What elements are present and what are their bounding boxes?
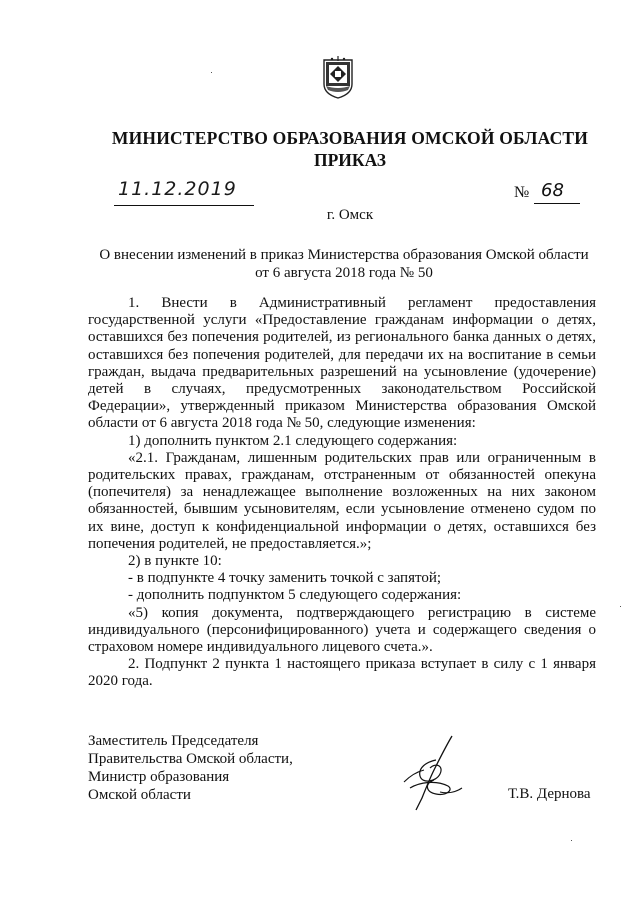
paragraph-8: 2. Подпункт 2 пункта 1 настоящего приказа вступает в силу с 1 января 2020 года. — [88, 656, 596, 690]
paragraph-6: - дополнить подпунктом 5 следующего содержания: — [128, 587, 462, 604]
paragraph-1: 1. Внести в Административный регламент предоставления государственной услуги «Предоставление гражданам информации о детях, оставшихся без попечения родителей, из регионального банка данных о детях, оставшихся без попечения родителей, для передачи их на воспитание в семьи граждан, выдача предварительных разрешений на усыновление (удочерение) детей в случаях, предусмотренных законодательством Российской Федерации», утвержденный приказом Министерства образования Омской области от 6 августа 2018 года № 50, следующие изменения: — [88, 295, 596, 432]
handwritten-number: 68 — [541, 180, 564, 201]
order-heading — [72, 246, 616, 282]
document-type-title: ПРИКАЗ — [313, 150, 387, 170]
order-body — [88, 295, 596, 691]
paragraph-2: 1) дополнить пунктом 2.1 следующего содержания: — [128, 432, 458, 449]
paragraph-3: «2.1. Гражданам, лишенным родительских прав или ограниченным в родительских правах, гражданам, отстраненным от обязанностей опекуна (попечителя) за ненадлежащее выполнение возложенных на них законом обязанностей, бывшим усыновителям, если усыновление отменено судом по их вине, доступ к конфиденциальной информации о детях, оставшихся без попечения родителей, не предоставляется.»; — [88, 449, 596, 552]
number-sign: № — [514, 184, 530, 201]
coat-of-arms-emblem-icon — [322, 56, 354, 100]
paragraph-7: «5) копия документа, подтверждающего регистрацию в системе индивидуального (персонифицированного) учета и содержащего сведения о страховом номере индивидуального лицевого счета.». — [88, 604, 596, 656]
scan-speck — [571, 840, 572, 841]
city-label: г. Омск — [326, 207, 374, 223]
handwritten-date: 11.12.2019 — [118, 178, 237, 200]
heading-line-2: от 6 августа 2018 года № 50 — [255, 265, 433, 281]
scan-speck — [620, 606, 621, 607]
paragraph-5: - в подпункте 4 точку заменить точкой с запятой; — [128, 570, 442, 587]
signer-line-1: Заместитель Председателя — [88, 733, 259, 749]
signer-line-4: Омской области — [88, 787, 191, 803]
signer-position — [88, 732, 293, 804]
signer-line-3: Министр образования — [88, 769, 230, 785]
signer-line-2: Правительства Омской области, — [88, 751, 293, 767]
paragraph-4: 2) в пункте 10: — [128, 553, 222, 570]
signer-name: Т.В. Дернова — [508, 786, 591, 802]
scan-speck — [211, 72, 212, 73]
ministry-title: МИНИСТЕРСТВО ОБРАЗОВАНИЯ ОМСКОЙ ОБЛАСТИ — [111, 128, 589, 148]
handwritten-signature-icon — [396, 732, 476, 812]
heading-line-1: О внесении изменений в приказ Министерства образования Омской области — [99, 247, 589, 263]
